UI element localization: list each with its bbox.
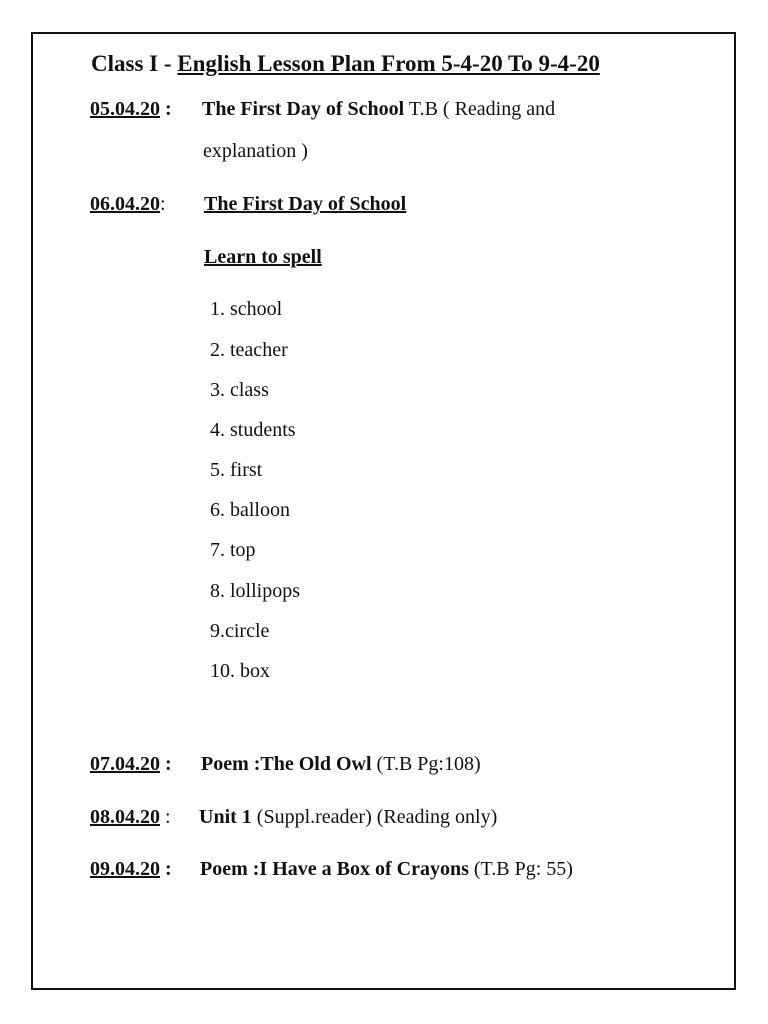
entry-topic: The First Day of School [202, 98, 405, 120]
spell-word: 8. lollipops [210, 580, 301, 602]
page-title [91, 51, 600, 77]
spell-word: 6. balloon [210, 499, 290, 521]
entry-details: (Suppl.reader) (Reading only) [251, 806, 498, 828]
entry-06-04-topic [204, 193, 406, 216]
entry-date: 08.04.20 [90, 806, 160, 828]
entry-05-04-text [202, 98, 555, 121]
entry-details: (T.B Pg:108) [371, 753, 481, 775]
sub-heading: Learn to spell [204, 246, 322, 268]
entry-09-04 [90, 858, 172, 881]
spell-word: 3. class [210, 379, 269, 401]
entry-08-04-text [199, 806, 497, 829]
page-border [31, 32, 736, 990]
entry-topic: Unit 1 [199, 806, 252, 828]
spell-word: 9.circle [210, 620, 270, 642]
entry-topic: Poem :The Old Owl [201, 753, 372, 775]
spell-word: 5. first [210, 459, 263, 481]
entry-separator: : [160, 193, 166, 215]
entry-topic: The First Day of School [204, 193, 407, 215]
entry-date: 07.04.20 [90, 753, 160, 775]
spell-word: 1. school [210, 298, 283, 320]
entry-date: 06.04.20 [90, 193, 160, 215]
entry-topic: Poem :I Have a Box of Crayons [200, 858, 469, 880]
spell-word: 10. box [210, 660, 270, 682]
spell-word: 4. students [210, 419, 296, 441]
title-prefix: Class I - [91, 51, 178, 76]
spell-word: 7. top [210, 539, 256, 561]
entry-separator: : [160, 858, 172, 880]
entry-05-04 [90, 98, 172, 121]
entry-details: (T.B Pg: 55) [468, 858, 573, 880]
entry-separator: : [160, 806, 171, 828]
entry-06-04 [90, 193, 166, 216]
title-main: English Lesson Plan From 5-4-20 To 9-4-20 [177, 51, 600, 76]
entry-07-04 [90, 753, 172, 776]
entry-09-04-text [200, 858, 573, 881]
entry-separator: : [160, 98, 172, 120]
entry-details: T.B ( Reading and [404, 98, 556, 120]
learn-to-spell-heading [204, 246, 322, 269]
spell-word: 2. teacher [210, 339, 288, 361]
entry-08-04 [90, 806, 171, 829]
entry-date: 09.04.20 [90, 858, 160, 880]
entry-date: 05.04.20 [90, 98, 160, 120]
entry-05-04-continuation: explanation ) [203, 140, 308, 162]
entry-07-04-text [201, 753, 481, 776]
entry-separator: : [160, 753, 172, 775]
